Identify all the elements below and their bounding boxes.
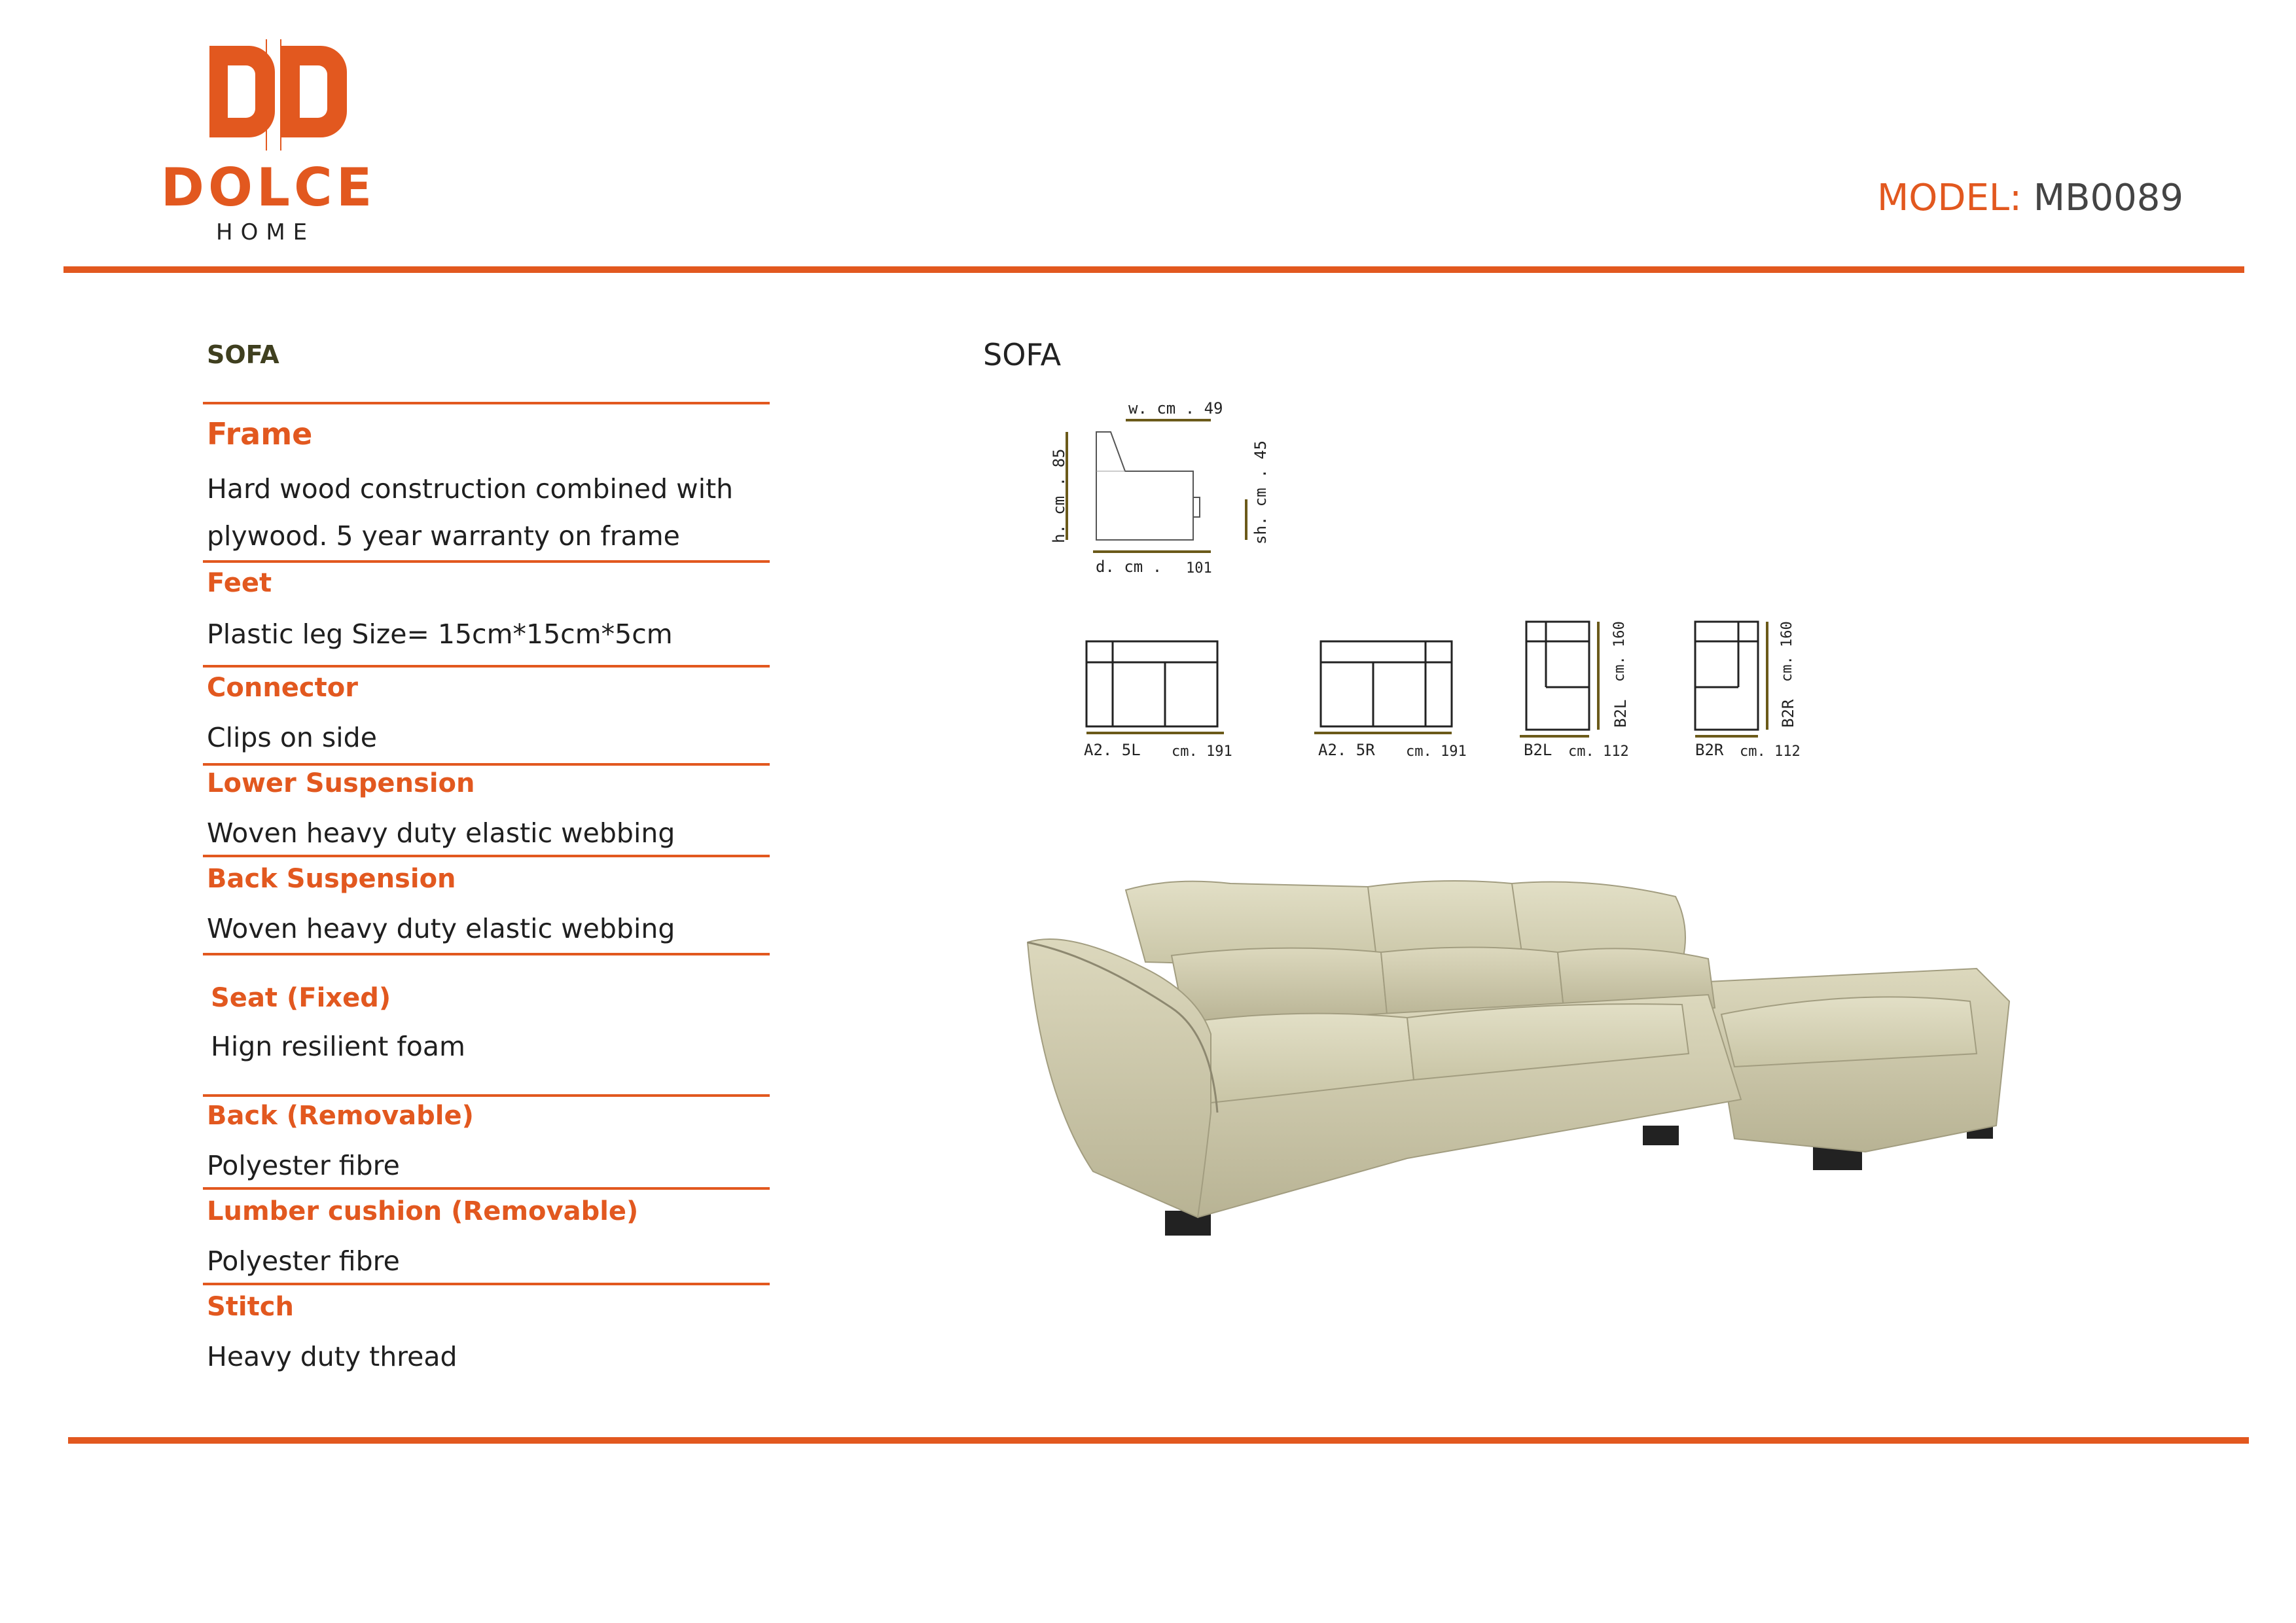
model-value: MB0089 xyxy=(2033,177,2183,219)
dim-depth: d. cm . xyxy=(1096,558,1162,576)
module-a25r-size: cm. 191 xyxy=(1406,743,1467,760)
module-a25l-diagram xyxy=(1080,635,1224,740)
separator xyxy=(203,763,770,766)
separator xyxy=(203,560,770,563)
spec-text-frame-1: Hard wood construction combined with xyxy=(207,473,734,505)
spec-text-back-suspension: Woven heavy duty elastic webbing xyxy=(207,913,675,944)
dim-seat-height: sh. cm . 45 xyxy=(1251,440,1270,544)
spec-text-seat: Hign resilient foam xyxy=(211,1031,465,1062)
brand-name: DOLCE xyxy=(160,157,376,218)
separator xyxy=(203,953,770,955)
dim-depth-value: 101 xyxy=(1186,560,1212,577)
module-a25l-size: cm. 191 xyxy=(1172,743,1232,760)
separator xyxy=(203,855,770,857)
dim-height: h. cm . 85 xyxy=(1050,448,1068,543)
spec-title-back: Back (Removable) xyxy=(207,1101,474,1131)
dim-width: w. cm . 49 xyxy=(1128,399,1223,418)
separator xyxy=(203,1094,770,1097)
spec-title-connector: Connector xyxy=(207,673,358,703)
separator xyxy=(203,402,770,404)
sofa-product-image xyxy=(1014,864,2022,1257)
module-b2l-code: B2L xyxy=(1611,699,1630,728)
spec-text-lower-suspension: Woven heavy duty elastic webbing xyxy=(207,817,675,849)
module-b2l-side: cm. 160 xyxy=(1611,621,1628,682)
spec-text-frame-2: plywood. 5 year warranty on frame xyxy=(207,520,680,552)
spec-title-frame: Frame xyxy=(207,416,313,452)
module-a25r-diagram xyxy=(1314,635,1458,740)
module-b2r-code: B2R xyxy=(1779,699,1797,728)
model-number xyxy=(1877,177,2183,219)
spec-text-back: Polyester fibre xyxy=(207,1150,400,1181)
module-a25r-code: A2. 5R xyxy=(1318,741,1375,759)
module-b2r-label: B2R xyxy=(1695,741,1724,759)
spec-title-seat: Seat (Fixed) xyxy=(211,983,391,1013)
brand-sub: HOME xyxy=(216,219,315,245)
separator xyxy=(203,665,770,668)
module-a25l-code: A2. 5L xyxy=(1084,741,1141,759)
module-b2l-diagram xyxy=(1520,615,1618,740)
spec-title-feet: Feet xyxy=(207,568,272,598)
spec-text-feet: Plastic leg Size= 15cm*15cm*5cm xyxy=(207,618,673,650)
module-b2l-label: B2L xyxy=(1524,741,1552,759)
spec-title-back-suspension: Back Suspension xyxy=(207,864,456,894)
spec-title-lumber-cushion: Lumber cushion (Removable) xyxy=(207,1196,639,1226)
spec-title-lower-suspension: Lower Suspension xyxy=(207,768,475,798)
top-divider xyxy=(63,266,2244,273)
separator xyxy=(203,1187,770,1190)
module-b2r-side: cm. 160 xyxy=(1779,621,1795,682)
spec-text-connector: Clips on side xyxy=(207,722,377,753)
bottom-divider xyxy=(68,1437,2249,1444)
model-label: MODEL: xyxy=(1876,177,2022,219)
module-b2r-diagram xyxy=(1689,615,1787,740)
module-b2r-size: cm. 112 xyxy=(1740,743,1801,760)
spec-text-lumber-cushion: Polyester fibre xyxy=(207,1245,400,1277)
diagram-heading: SOFA xyxy=(983,337,1062,372)
spec-text-stitch: Heavy duty thread xyxy=(207,1341,457,1372)
spec-heading: SOFA xyxy=(207,340,279,369)
separator xyxy=(203,1283,770,1285)
module-b2l-size: cm. 112 xyxy=(1568,743,1629,760)
spec-title-stitch: Stitch xyxy=(207,1292,294,1322)
